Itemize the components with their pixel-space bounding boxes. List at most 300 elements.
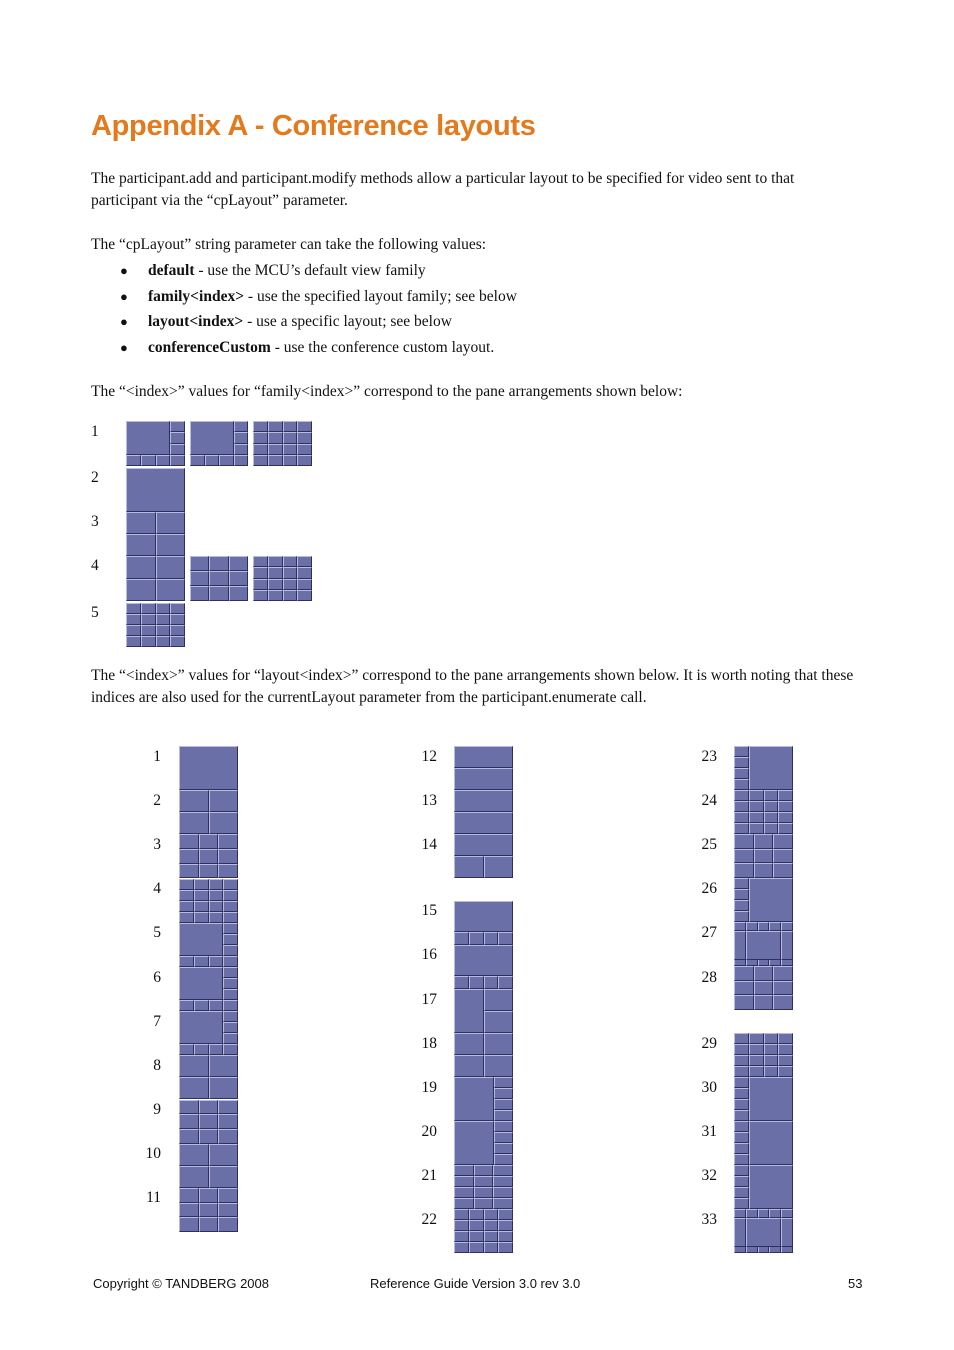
pane	[734, 981, 754, 996]
pane	[297, 567, 312, 578]
pane	[778, 812, 793, 823]
pane	[179, 849, 199, 864]
pane	[283, 444, 298, 455]
pane	[199, 1188, 219, 1203]
pane	[484, 1011, 514, 1033]
pane	[734, 790, 749, 801]
pane	[205, 455, 220, 466]
pane	[234, 455, 249, 466]
pane	[749, 801, 764, 812]
layout-index-label: 25	[701, 836, 717, 853]
layout-index-label: 15	[421, 902, 437, 919]
pane	[223, 945, 238, 956]
pane	[141, 603, 156, 614]
pane	[179, 746, 238, 790]
layout-thumbnail	[734, 1033, 793, 1077]
layout-thumbnail	[734, 746, 793, 790]
layout-thumbnail	[126, 421, 185, 466]
pane	[749, 878, 793, 922]
pane	[209, 1077, 239, 1099]
pane	[209, 1055, 239, 1077]
pane	[734, 823, 749, 834]
pane	[253, 579, 268, 590]
pane	[454, 812, 513, 834]
pane	[194, 1044, 209, 1055]
pane	[218, 849, 238, 864]
pane	[209, 556, 228, 571]
layout-thumbnail	[454, 834, 513, 878]
pane	[773, 966, 793, 981]
bullet-icon: ●	[120, 263, 128, 278]
layout-thumbnail	[734, 1209, 793, 1253]
pane	[194, 1000, 209, 1011]
pane	[179, 1000, 194, 1011]
pane	[781, 1218, 793, 1247]
pane	[170, 603, 185, 614]
family-label: 1	[91, 423, 99, 440]
layout-thumbnail	[179, 967, 238, 1011]
pane	[454, 790, 513, 812]
pane	[268, 590, 283, 601]
pane	[769, 922, 781, 931]
pane	[209, 1000, 224, 1011]
list-item: ● family<index> - use the specified layout family; see below	[91, 284, 861, 310]
pane	[734, 1209, 746, 1218]
layout-index-label: 27	[701, 924, 717, 941]
pane	[234, 421, 249, 432]
pane	[773, 995, 793, 1010]
layout-index-label: 22	[421, 1211, 437, 1228]
pane	[229, 586, 248, 601]
layout-thumbnail	[179, 1011, 238, 1055]
pane	[734, 1044, 749, 1055]
pane	[474, 1165, 494, 1176]
pane	[209, 1166, 239, 1188]
pane	[498, 1231, 513, 1242]
pane	[749, 1033, 764, 1044]
pane	[734, 1066, 749, 1077]
pane	[469, 1209, 484, 1220]
pane	[223, 978, 238, 989]
pane	[778, 801, 793, 812]
pane	[494, 1099, 513, 1110]
family-label: 4	[91, 557, 99, 574]
cplayout-values-list	[91, 258, 861, 361]
pane	[253, 556, 268, 567]
layout-thumbnail	[179, 923, 238, 967]
layout-thumbnail	[734, 966, 793, 1010]
pane	[778, 790, 793, 801]
pane	[749, 823, 764, 834]
pane	[218, 1188, 238, 1203]
layout-index-label: 7	[153, 1013, 161, 1030]
pane	[218, 1114, 238, 1129]
pane	[297, 444, 312, 455]
pane	[494, 1154, 513, 1165]
pane	[229, 556, 248, 571]
pane	[454, 1209, 469, 1220]
pane	[223, 989, 238, 1000]
layout-thumbnail	[253, 556, 312, 601]
pane	[734, 995, 754, 1010]
pane	[469, 976, 484, 989]
layout-thumbnail	[454, 1077, 513, 1121]
pane	[223, 912, 238, 923]
pane	[156, 556, 186, 579]
pane	[749, 790, 764, 801]
pane	[179, 812, 209, 834]
layout-thumbnail	[190, 556, 248, 601]
pane	[283, 421, 298, 432]
pane	[268, 455, 283, 466]
pane	[494, 1077, 513, 1088]
pane	[454, 901, 513, 932]
pane	[454, 945, 513, 976]
pane	[179, 1077, 209, 1099]
layout-thumbnail	[126, 512, 185, 556]
layout-thumbnail	[126, 556, 185, 601]
pane	[754, 981, 774, 996]
pane	[769, 1209, 781, 1218]
pane	[297, 590, 312, 601]
pane	[484, 932, 499, 945]
pane	[781, 1209, 793, 1218]
pane	[749, 1121, 793, 1165]
layout-thumbnail	[179, 1100, 238, 1144]
layout-thumbnail	[179, 1144, 238, 1188]
pane	[223, 967, 238, 978]
pane	[170, 444, 185, 455]
pane	[454, 746, 513, 768]
pane	[194, 901, 209, 912]
layout-thumbnail	[190, 421, 248, 466]
pane	[754, 863, 774, 878]
pane	[494, 1121, 513, 1132]
pane	[218, 834, 238, 849]
pane	[454, 976, 469, 989]
layout-index-label: 32	[701, 1167, 717, 1184]
pane	[494, 1110, 513, 1121]
pane	[268, 579, 283, 590]
pane	[498, 1242, 513, 1253]
pane	[179, 879, 194, 890]
pane	[734, 1132, 749, 1143]
layout-thumbnail	[734, 878, 793, 922]
layout-thumbnail	[734, 834, 793, 878]
pane	[454, 856, 484, 878]
pane	[749, 1055, 764, 1066]
pane	[126, 468, 185, 512]
pane	[283, 432, 298, 443]
pane	[179, 1129, 199, 1144]
pane	[283, 579, 298, 590]
pane	[218, 864, 238, 879]
pane	[484, 1033, 514, 1055]
layout-index-label: 2	[153, 792, 161, 809]
pane	[773, 849, 793, 864]
pane	[454, 1231, 469, 1242]
pane	[734, 779, 749, 790]
pane	[126, 636, 141, 647]
pane	[484, 1220, 499, 1231]
layout-thumbnail	[734, 1121, 793, 1165]
pane	[229, 571, 248, 586]
pane	[223, 956, 238, 967]
pane	[454, 834, 513, 856]
pane	[199, 1217, 219, 1232]
pane	[253, 590, 268, 601]
pane	[218, 1100, 238, 1115]
layout-thumbnail	[454, 1165, 513, 1209]
layout-index-label: 21	[421, 1167, 437, 1184]
pane	[734, 1176, 749, 1187]
layout-index-label: 8	[153, 1057, 161, 1074]
pane	[179, 967, 223, 1000]
layout-thumbnail	[454, 746, 513, 790]
layout-index-label: 16	[421, 946, 437, 963]
pane	[734, 1154, 749, 1165]
pane	[179, 901, 194, 912]
pane	[734, 812, 749, 823]
pane	[498, 1209, 513, 1220]
pane	[199, 1129, 219, 1144]
pane	[141, 636, 156, 647]
layout-thumbnail	[454, 901, 513, 945]
layout-thumbnail	[734, 1077, 793, 1121]
pane	[253, 444, 268, 455]
pane	[179, 1203, 199, 1218]
pane	[749, 1165, 793, 1209]
layout-index-label: 26	[701, 880, 717, 897]
pane	[746, 1209, 758, 1218]
pane	[484, 976, 499, 989]
pane	[179, 1011, 223, 1044]
layout-index-label: 30	[701, 1079, 717, 1096]
pane	[764, 823, 779, 834]
pane	[126, 579, 156, 602]
pane	[773, 863, 793, 878]
pane	[773, 834, 793, 849]
pane	[126, 455, 141, 466]
pane	[297, 421, 312, 432]
pane	[234, 444, 249, 455]
pane	[734, 801, 749, 812]
pane	[494, 1143, 513, 1154]
layout-thumbnail	[179, 834, 238, 878]
pane	[179, 1114, 199, 1129]
pane	[253, 455, 268, 466]
pane	[126, 603, 141, 614]
layout-index-label: 11	[146, 1189, 161, 1206]
pane	[141, 614, 156, 625]
pane	[754, 966, 774, 981]
pane	[209, 1044, 224, 1055]
pane	[209, 901, 224, 912]
pane	[170, 421, 185, 432]
pane	[493, 1198, 513, 1209]
page-title: Appendix A - Conference layouts	[91, 110, 536, 142]
pane	[156, 603, 171, 614]
pane	[156, 534, 186, 556]
pane	[209, 912, 224, 923]
pane	[283, 567, 298, 578]
pane	[484, 1055, 514, 1077]
pane	[297, 455, 312, 466]
footer-reference: Reference Guide Version 3.0 rev 3.0	[370, 1276, 581, 1291]
pane	[781, 922, 793, 931]
pane	[454, 1033, 484, 1055]
pane	[454, 1165, 474, 1176]
pane	[179, 1166, 209, 1188]
layout-index-label: 5	[153, 924, 161, 941]
pane	[170, 455, 185, 466]
family-intro: The “<index>” values for “family<index>” correspond to the pane arrangements shown below:	[91, 383, 683, 400]
layout-thumbnail	[126, 603, 185, 647]
family-label: 5	[91, 604, 99, 621]
pane	[199, 1203, 219, 1218]
pane	[454, 1220, 469, 1231]
pane	[469, 1231, 484, 1242]
layout-thumbnail	[253, 421, 312, 466]
pane	[474, 1176, 494, 1187]
layout-index-label: 4	[153, 880, 161, 897]
pane	[126, 512, 156, 534]
pane	[454, 989, 484, 1033]
pane	[223, 934, 238, 945]
pane	[190, 586, 209, 601]
pane	[734, 1088, 749, 1099]
pane	[758, 922, 770, 931]
pane	[749, 812, 764, 823]
pane	[126, 421, 170, 455]
pane	[754, 849, 774, 864]
pane	[179, 864, 199, 879]
pane	[179, 890, 194, 901]
pane	[209, 1144, 239, 1166]
pane	[194, 879, 209, 890]
pane	[199, 1114, 219, 1129]
pane	[734, 746, 749, 757]
pane	[493, 1176, 513, 1187]
pane	[493, 1165, 513, 1176]
footer-page-number: 53	[848, 1276, 863, 1291]
layout-index-label: 3	[153, 836, 161, 853]
layout-index-label: 20	[421, 1123, 437, 1140]
pane	[126, 614, 141, 625]
layout-thumbnail	[734, 922, 793, 966]
pane	[253, 567, 268, 578]
pane	[283, 556, 298, 567]
pane	[223, 1033, 238, 1044]
pane	[209, 956, 224, 967]
layout-thumbnail	[179, 1055, 238, 1099]
pane	[454, 1187, 474, 1198]
pane	[218, 1203, 238, 1218]
pane	[199, 849, 219, 864]
pane	[223, 879, 238, 890]
pane	[474, 1187, 494, 1198]
pane	[209, 890, 224, 901]
pane	[498, 976, 513, 989]
pane	[749, 1077, 793, 1121]
pane	[734, 922, 746, 931]
list-item: ● default - use the MCU’s default view family	[91, 258, 861, 284]
bullet-icon: ●	[120, 314, 128, 330]
pane	[734, 931, 746, 960]
pane	[778, 1044, 793, 1055]
pane	[454, 1176, 474, 1187]
pane	[734, 849, 754, 864]
pane	[194, 956, 209, 967]
layout-thumbnail	[179, 879, 238, 923]
pane	[199, 864, 219, 879]
cplayout-intro: The “cpLayout” string parameter can take the following values:	[91, 236, 487, 253]
pane	[234, 432, 249, 443]
pane	[746, 1218, 781, 1247]
pane	[454, 1121, 494, 1165]
pane	[179, 1217, 199, 1232]
layout-index-label: 29	[701, 1035, 717, 1052]
pane	[749, 1044, 764, 1055]
pane	[734, 1187, 749, 1198]
pane	[156, 512, 186, 534]
pane	[190, 421, 234, 455]
layout-index-label: 1	[153, 748, 161, 765]
pane	[297, 579, 312, 590]
layout-index-label: 10	[145, 1145, 161, 1162]
pane	[268, 444, 283, 455]
pane	[778, 823, 793, 834]
layout-index-label: 6	[153, 969, 161, 986]
pane	[209, 879, 224, 890]
layout-thumbnail	[454, 1033, 513, 1077]
pane	[764, 1066, 779, 1077]
pane	[179, 1144, 209, 1166]
pane	[734, 834, 754, 849]
layout-thumbnail	[454, 989, 513, 1033]
pane	[179, 1188, 199, 1203]
pane	[734, 911, 749, 922]
pane	[297, 432, 312, 443]
pane	[219, 455, 234, 466]
layout-index-label: 18	[421, 1035, 437, 1052]
layout-thumbnail	[179, 1188, 238, 1232]
layout-index-label: 9	[153, 1101, 161, 1118]
pane	[454, 1198, 474, 1209]
pane	[190, 571, 209, 586]
layout-index-label: 31	[701, 1123, 717, 1140]
pane	[454, 932, 469, 945]
pane	[764, 1044, 779, 1055]
pane	[734, 966, 754, 981]
layout-index-label: 12	[421, 748, 437, 765]
pane	[253, 421, 268, 432]
pane	[454, 1055, 484, 1077]
pane	[179, 956, 194, 967]
pane	[170, 614, 185, 625]
pane	[190, 556, 209, 571]
pane	[758, 1209, 770, 1218]
pane	[126, 625, 141, 636]
pane	[494, 1132, 513, 1143]
pane	[209, 586, 228, 601]
pane	[179, 1055, 209, 1077]
pane	[454, 1242, 469, 1253]
pane	[156, 614, 171, 625]
layout-thumbnail	[454, 790, 513, 834]
pane	[218, 1129, 238, 1144]
layout-index-label: 23	[701, 748, 717, 765]
